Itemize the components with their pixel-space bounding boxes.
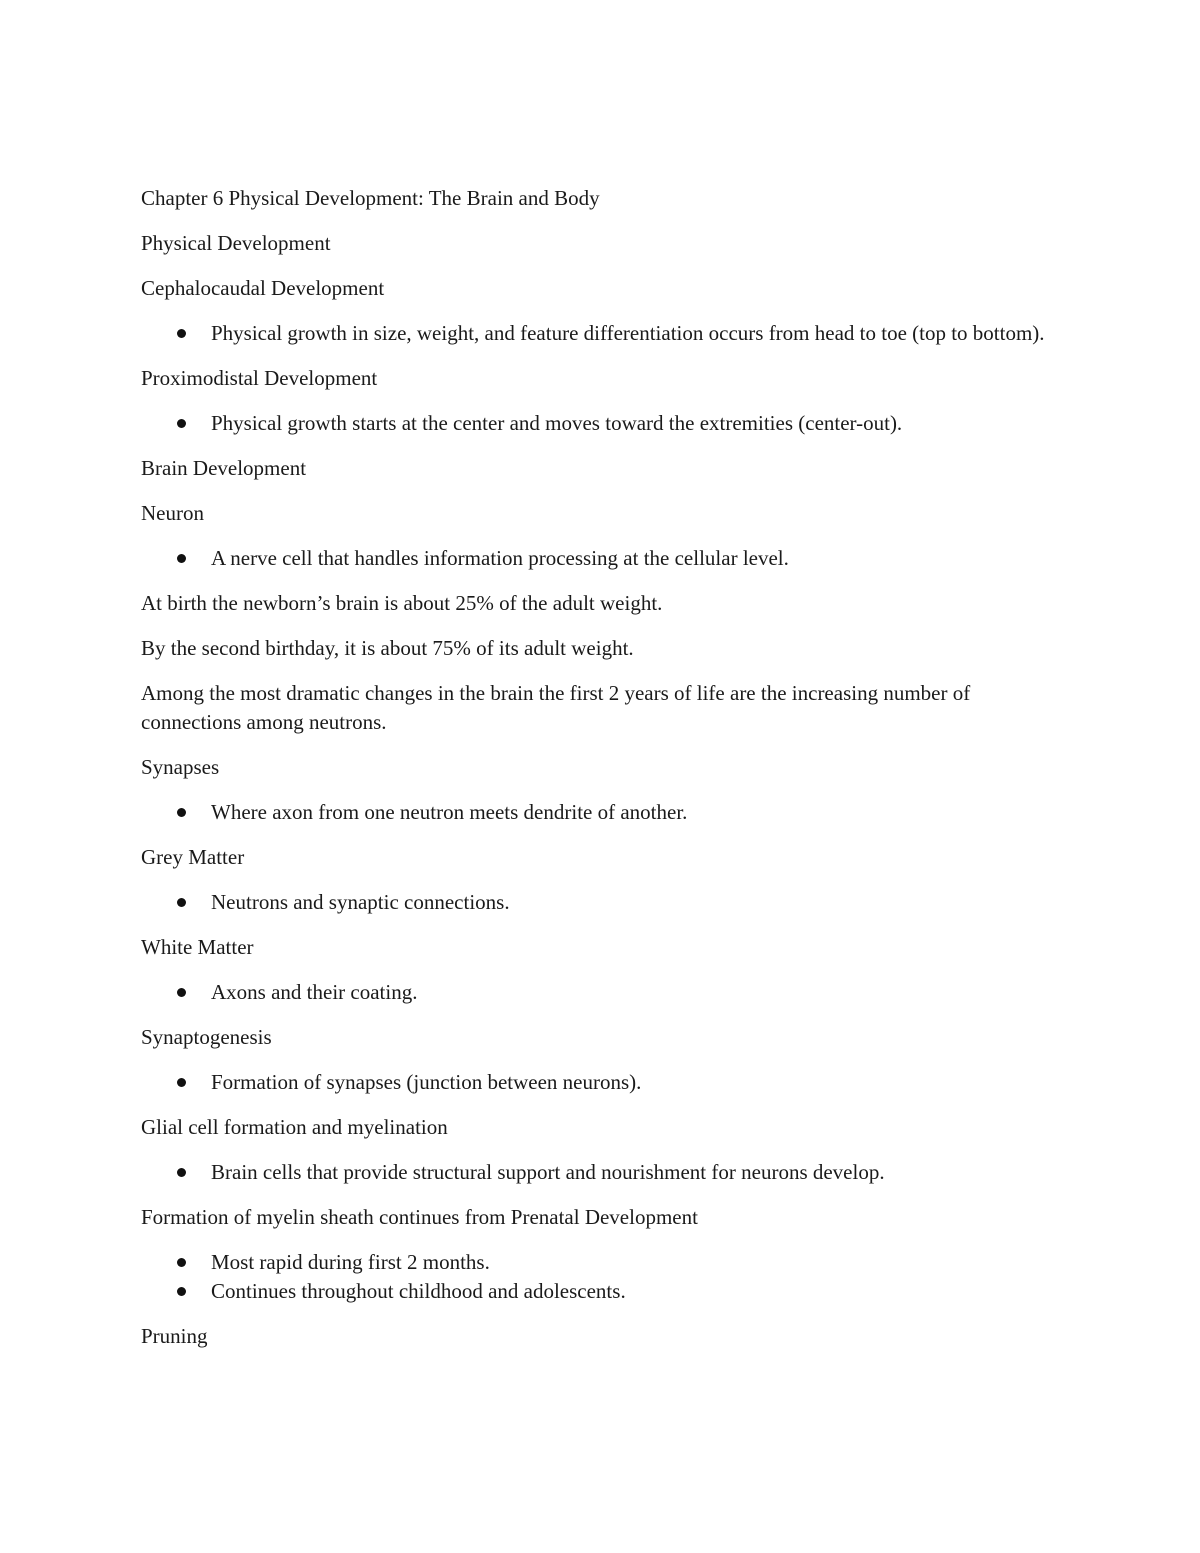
- bullet-list: [141, 888, 1056, 917]
- bullet-list: [141, 1068, 1056, 1097]
- bullet-icon: [177, 1078, 186, 1087]
- bullet-list: [141, 544, 1056, 573]
- paragraph: Brain Development: [141, 456, 307, 480]
- document-title: Chapter 6 Physical Development: The Brain and Body: [141, 186, 600, 210]
- list-item-text: Axons and their coating.: [211, 980, 418, 1004]
- paragraph: Among the most dramatic changes in the brain the first 2 years of life are the increasing number of connections among neutrons.: [141, 681, 971, 734]
- list-item-text: Neutrons and synaptic connections.: [211, 890, 510, 914]
- list-item: [141, 1248, 1056, 1277]
- list-item-text: Where axon from one neutron meets dendrite of another.: [211, 800, 688, 824]
- list-item-text: Formation of synapses (junction between neurons).: [211, 1070, 642, 1094]
- bullet-list: [141, 1158, 1056, 1187]
- list-item: [141, 1277, 1056, 1306]
- list-item-text: Brain cells that provide structural support and nourishment for neurons develop.: [211, 1160, 885, 1184]
- paragraph: Physical Development: [141, 231, 331, 255]
- bullet-icon: [177, 808, 186, 817]
- paragraph: Synapses: [141, 755, 220, 779]
- list-item: [141, 978, 1056, 1007]
- bullet-icon: [177, 1287, 186, 1296]
- paragraph: Formation of myelin sheath continues from Prenatal Development: [141, 1205, 698, 1229]
- bullet-icon: [177, 329, 186, 338]
- list-item-text: A nerve cell that handles information processing at the cellular level.: [211, 546, 789, 570]
- bullet-icon: [177, 1258, 186, 1267]
- bullet-icon: [177, 419, 186, 428]
- bullet-list: [141, 978, 1056, 1007]
- list-item: [141, 319, 1056, 348]
- paragraph: Glial cell formation and myelination: [141, 1115, 448, 1139]
- list-item-text: Most rapid during first 2 months.: [211, 1250, 490, 1274]
- document-body: [141, 184, 1056, 1367]
- bullet-list: [141, 319, 1056, 348]
- list-item: [141, 1158, 1056, 1187]
- list-item: [141, 1068, 1056, 1097]
- paragraph: Proximodistal Development: [141, 366, 378, 390]
- list-item-text: Continues throughout childhood and adolescents.: [211, 1279, 626, 1303]
- paragraph: White Matter: [141, 935, 254, 959]
- bullet-list: [141, 798, 1056, 827]
- list-item-text: Physical growth starts at the center and moves toward the extremities (center-out).: [211, 411, 903, 435]
- list-item: [141, 544, 1056, 573]
- bullet-icon: [177, 898, 186, 907]
- list-item: [141, 409, 1056, 438]
- list-item-text: Physical growth in size, weight, and feature differentiation occurs from head to toe (top to bottom).: [211, 321, 1045, 345]
- bullet-icon: [177, 1168, 186, 1177]
- paragraph: Neuron: [141, 501, 204, 525]
- paragraph: Cephalocaudal Development: [141, 276, 385, 300]
- paragraph: At birth the newborn’s brain is about 25% of the adult weight.: [141, 591, 663, 615]
- paragraph: Pruning: [141, 1324, 208, 1348]
- bullet-icon: [177, 554, 186, 563]
- bullet-list: [141, 1248, 1056, 1306]
- paragraph: Synaptogenesis: [141, 1025, 272, 1049]
- bullet-list: [141, 409, 1056, 438]
- list-item: [141, 798, 1056, 827]
- list-item: [141, 888, 1056, 917]
- paragraph: By the second birthday, it is about 75% of its adult weight.: [141, 636, 634, 660]
- bullet-icon: [177, 988, 186, 997]
- paragraph: Grey Matter: [141, 845, 245, 869]
